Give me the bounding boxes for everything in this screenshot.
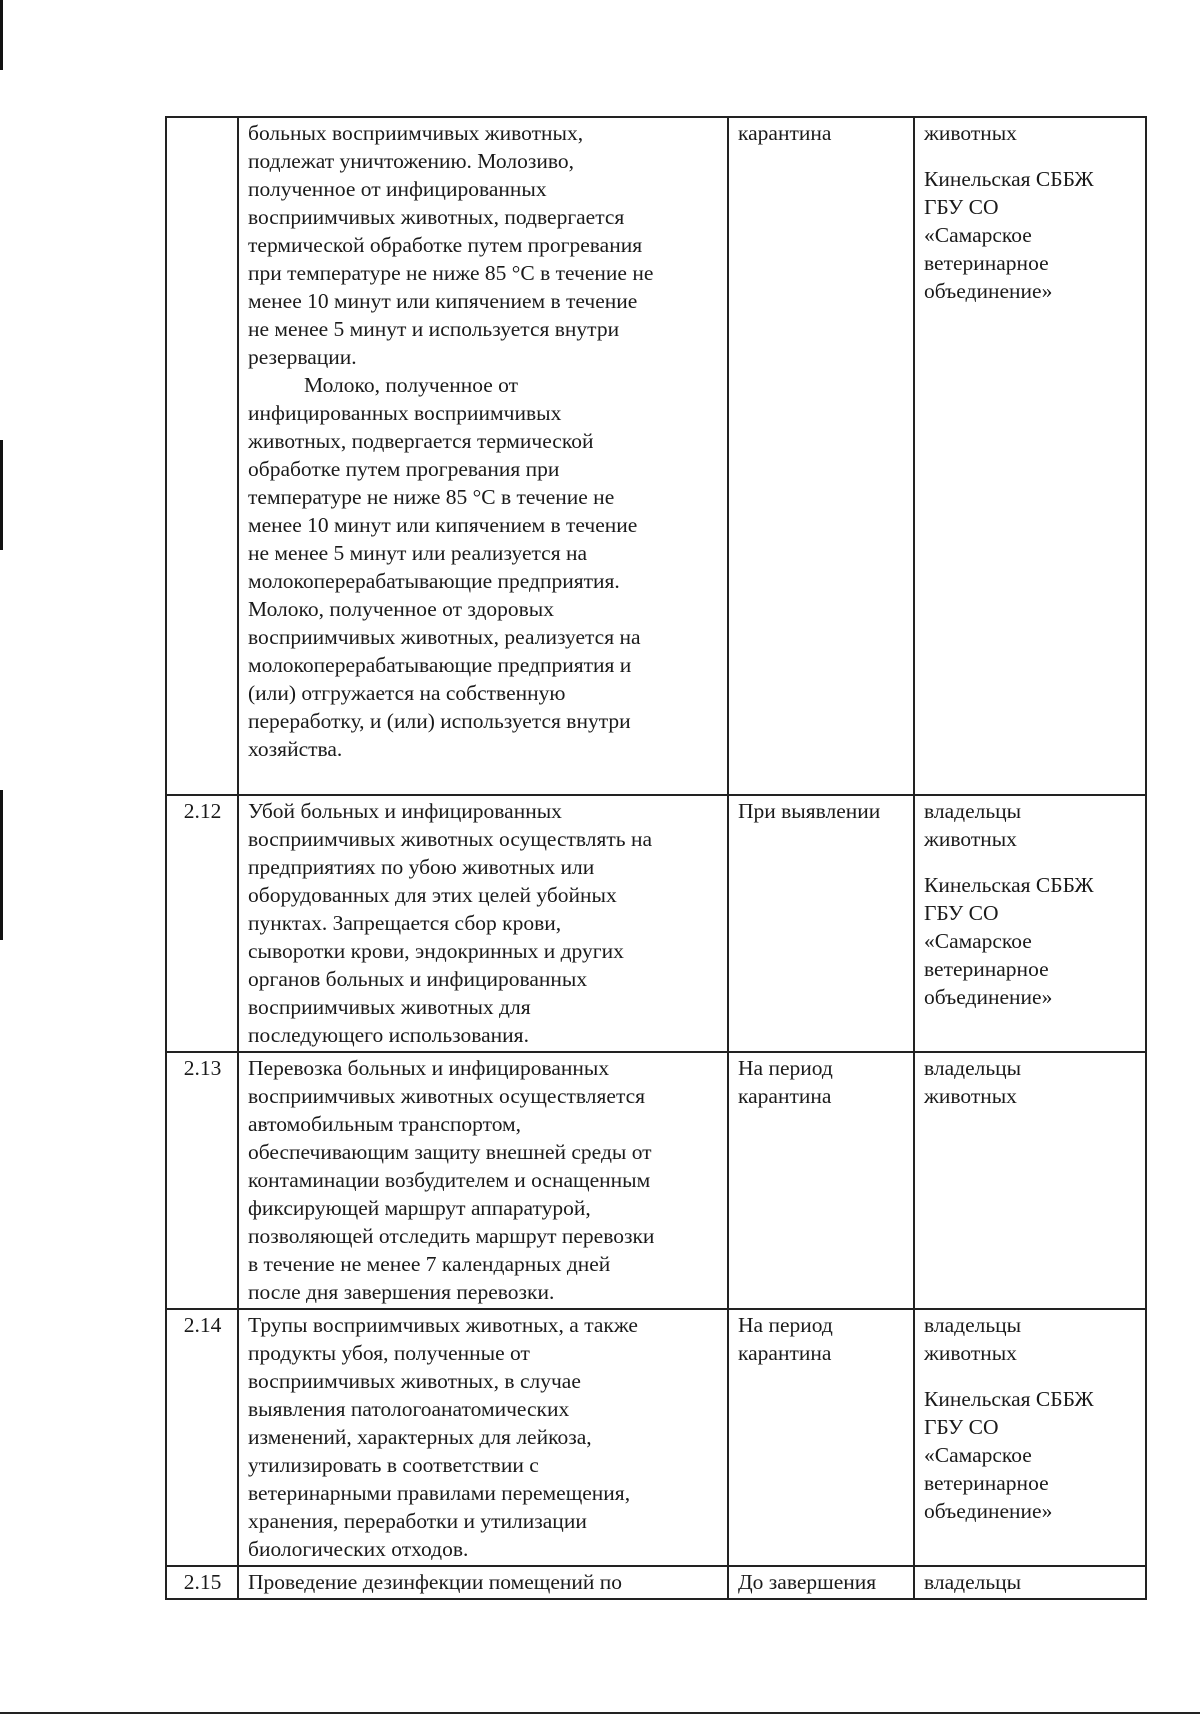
description-line: восприимчивых животных, реализуется на [248,625,641,649]
responsible-cell [914,1309,1146,1566]
term-cell [728,1309,914,1566]
measure-description-cell [238,795,728,1052]
responsible-line: владельцы [924,1570,1022,1594]
measure-description-cell [238,1566,728,1599]
description-line: последующего использования. [248,1023,529,1047]
responsible-org-line: Кинельская СББЖ [924,873,1094,897]
responsible-line: животных [924,1341,1017,1365]
term-line: карантина [738,121,832,145]
term-cell [728,1052,914,1309]
responsible-cell [914,1052,1146,1309]
responsible-cell [914,1566,1146,1599]
description-line: восприимчивых животных осуществляется [248,1084,646,1108]
responsible-org-line: объединение» [924,279,1053,303]
measure-description-cell [238,117,728,795]
table-row [166,1052,1146,1309]
description-line: полученное от инфицированных [248,177,547,201]
responsible-org-line: «Самарское [924,1443,1032,1467]
responsible-org-line: ГБУ СО [924,901,999,925]
responsible-org-line: Кинельская СББЖ [924,167,1094,191]
table-body [166,117,1146,1599]
description-line: органов больных и инфицированных [248,967,588,991]
term-line: На период [738,1056,833,1080]
term-cell [728,1566,914,1599]
description-line: пунктах. Запрещается сбор крови, [248,911,562,935]
description-line: (или) отгружается на собственную [248,681,566,705]
responsible-org-line: ГБУ СО [924,195,999,219]
responsible-line: владельцы [924,799,1022,823]
description-line: хозяйства. [248,737,343,761]
description-line: Молоко, полученное от [304,373,518,397]
responsible-org-line: объединение» [924,985,1053,1009]
responsible-org-line: «Самарское [924,929,1032,953]
cell-spacer [924,853,1137,871]
description-line: Убой больных и инфицированных [248,799,562,823]
description-line: оборудованных для этих целей убойных [248,883,617,907]
responsible-line: владельцы [924,1313,1022,1337]
table-row [166,1309,1146,1566]
description-line: животных, подвергается термической [248,429,594,453]
responsible-org-line: ветеринарное [924,957,1049,981]
description-line: Трупы восприимчивых животных, а также [248,1313,638,1337]
description-line: выявления патологоанатомических [248,1397,570,1421]
description-line: обеспечивающим защиту внешней среды от [248,1140,652,1164]
cell-spacer [924,147,1137,165]
description-line: менее 10 минут или кипячением в течение [248,289,638,313]
description-line: автомобильным транспортом, [248,1112,522,1136]
description-line: восприимчивых животных, подвергается [248,205,625,229]
description-line: утилизировать в соответствии с [248,1453,539,1477]
responsible-cell [914,117,1146,795]
scan-edge-mark [0,440,3,550]
table-row [166,795,1146,1052]
responsible-org-line: «Самарское [924,223,1032,247]
scan-bottom-edge [0,1712,1200,1714]
description-line: предприятиях по убою животных или [248,855,595,879]
description-line: продукты убоя, полученные от [248,1341,530,1365]
item-number-cell: 2.13 [166,1052,238,1309]
description-line: восприимчивых животных осуществлять на [248,827,653,851]
table-row [166,117,1146,795]
description-line: Перевозка больных и инфицированных [248,1056,610,1080]
scan-edge-mark [0,790,3,940]
term-line: До завершения [738,1570,877,1594]
term-line: карантина [738,1084,832,1108]
description-line: восприимчивых животных для [248,995,531,1019]
item-number-cell: 2.12 [166,795,238,1052]
measures-table [165,116,1147,1600]
description-line: больных восприимчивых животных, [248,121,584,145]
measure-description-cell [238,1052,728,1309]
term-cell [728,795,914,1052]
responsible-cell [914,795,1146,1052]
description-line: восприимчивых животных, в случае [248,1369,581,1393]
term-cell [728,117,914,795]
responsible-line: животных [924,1084,1017,1108]
item-number-cell: 2.14 [166,1309,238,1566]
responsible-line: животных [924,827,1017,851]
responsible-org-line: ветеринарное [924,1471,1049,1495]
responsible-org-line: объединение» [924,1499,1053,1523]
table-row [166,1566,1146,1599]
scan-edge-mark [0,0,3,70]
item-number-cell: 2.15 [166,1566,238,1599]
description-line: не менее 5 минут или реализуется на [248,541,588,565]
term-line: карантина [738,1341,832,1365]
description-line: менее 10 минут или кипячением в течение [248,513,638,537]
description-line: ветеринарными правилами перемещения, [248,1481,631,1505]
description-line: изменений, характерных для лейкоза, [248,1425,592,1449]
responsible-org-line: Кинельская СББЖ [924,1387,1094,1411]
description-line: контаминации возбудителем и оснащенным [248,1168,651,1192]
responsible-org-line: ветеринарное [924,251,1049,275]
description-line: термической обработке путем прогревания [248,233,643,257]
description-line: Проведение дезинфекции помещений по [248,1570,623,1594]
cell-spacer [924,1367,1137,1385]
description-line: обработке путем прогревания при [248,457,560,481]
description-line: Молоко, полученное от здоровых [248,597,555,621]
description-line: сыворотки крови, эндокринных и других [248,939,624,963]
description-line: фиксирующей маршрут аппаратурой, [248,1196,591,1220]
term-line: На период [738,1313,833,1337]
term-line: При выявлении [738,799,881,823]
description-line: после дня завершения перевозки. [248,1280,555,1304]
description-line: инфицированных восприимчивых [248,401,562,425]
description-line: хранения, переработки и утилизации [248,1509,587,1533]
description-line: температуре не ниже 85 °С в течение не [248,485,615,509]
description-line: позволяющей отследить маршрут перевозки [248,1224,655,1248]
description-line: молокоперерабатывающие предприятия. [248,569,620,593]
description-line: резервации. [248,345,357,369]
description-line: биологических отходов. [248,1537,469,1561]
responsible-org-line: ГБУ СО [924,1415,999,1439]
responsible-line: владельцы [924,1056,1022,1080]
description-line: молокоперерабатывающие предприятия и [248,653,632,677]
measure-description-cell [238,1309,728,1566]
description-line: при температуре не ниже 85 °С в течение не [248,261,654,285]
description-line: подлежат уничтожению. Молозиво, [248,149,574,173]
responsible-line: животных [924,121,1017,145]
description-line: в течение не менее 7 календарных дней [248,1252,611,1276]
item-number-cell [166,117,238,795]
description-line: не менее 5 минут и используется внутри [248,317,620,341]
description-line: переработку, и (или) используется внутри [248,709,631,733]
